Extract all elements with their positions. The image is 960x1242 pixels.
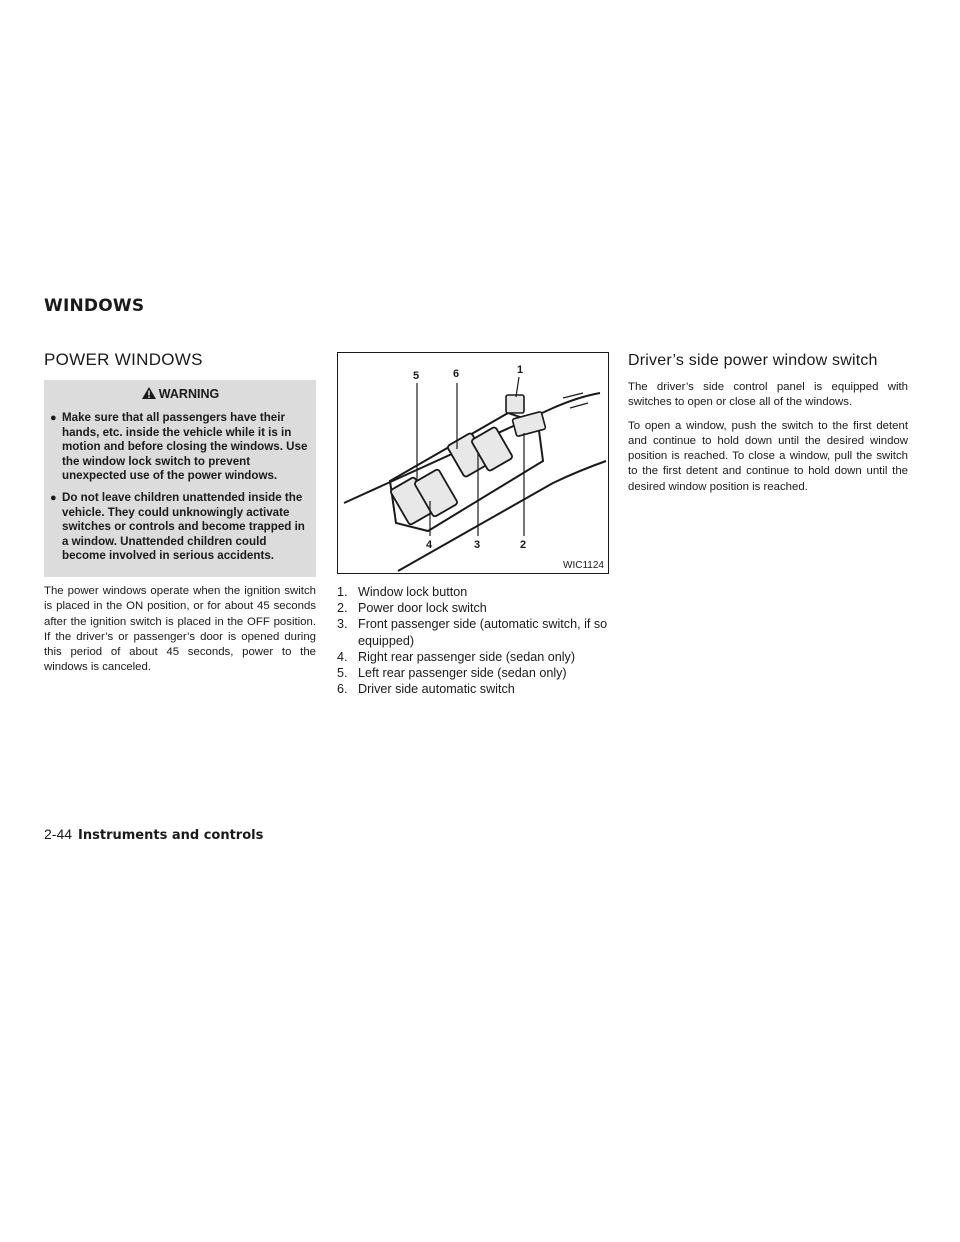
figure-id: WIC1124: [563, 560, 604, 571]
warning-box: [44, 380, 316, 577]
legend-item: 6. Driver side automatic switch: [337, 682, 515, 697]
callout-2: 2: [520, 539, 527, 551]
warning-item-text: Do not leave children unattended inside the vehicle. They could unknowingly activate switches or controls and become trapped in a window. Unattended children could become involved in serious accidents.: [62, 490, 305, 563]
legend-item: 2. Power door lock switch: [337, 601, 487, 616]
callout-4: 4: [426, 539, 433, 551]
chapter-title: Instruments and controls: [78, 828, 264, 843]
callout-1: 1: [517, 364, 524, 376]
page-footer: [44, 826, 263, 843]
legend-item: 3. Front passenger side (automatic switch, if so equipped): [337, 617, 608, 648]
warning-header: [50, 384, 310, 407]
page-number: 2-44: [44, 826, 73, 842]
driver-switch-paragraph: To open a window, push the switch to the first detent and continue to hold down until the desired window position is reached. To close a window, pull the switch to the first detent and continue to hold down until the desired window position is reached.: [628, 419, 908, 493]
legend-item: 1. Window lock button: [337, 585, 468, 599]
switch-panel-illustration: [338, 353, 607, 572]
bullet-icon: ●: [50, 491, 57, 504]
switch-panel-figure: [337, 352, 609, 574]
warning-item: [50, 491, 310, 564]
figure-legend: [337, 584, 611, 697]
driver-switch-heading: Driver’s side power window switch: [628, 352, 878, 369]
callout-5: 5: [413, 370, 420, 382]
warning-item: [50, 411, 310, 484]
warning-label: WARNING: [158, 387, 220, 401]
power-windows-heading: POWER WINDOWS: [44, 350, 203, 369]
callout-6: 6: [453, 368, 460, 380]
warning-triangle-icon: [141, 386, 157, 400]
figure-column: [337, 352, 611, 697]
driver-switch-paragraph: The driver’s side control panel is equipped with switches to open or close all of the windows.: [628, 381, 908, 409]
driver-switch-column: [628, 352, 908, 503]
power-windows-body: The power windows operate when the ignition switch is placed in the ON position, or for about 45 seconds after the ignition switch is placed in the OFF position. If the driver’s or passenger’s door is opened during this period of about 45 seconds, power to the windows is canceled.: [44, 584, 316, 674]
callout-3: 3: [474, 539, 481, 551]
bullet-icon: ●: [50, 412, 57, 424]
legend-item: 4. Right rear passenger side (sedan only): [337, 649, 576, 664]
warning-item-text: Make sure that all passengers have their hands, etc. inside the vehicle while it is in motion and before closing the windows. Use the window lock switch to prevent unexpected use of the power windows.: [62, 411, 308, 483]
section-title: WINDOWS: [44, 296, 145, 316]
power-windows-column: [44, 350, 316, 684]
legend-item: 5. Left rear passenger side (sedan only): [337, 666, 567, 681]
